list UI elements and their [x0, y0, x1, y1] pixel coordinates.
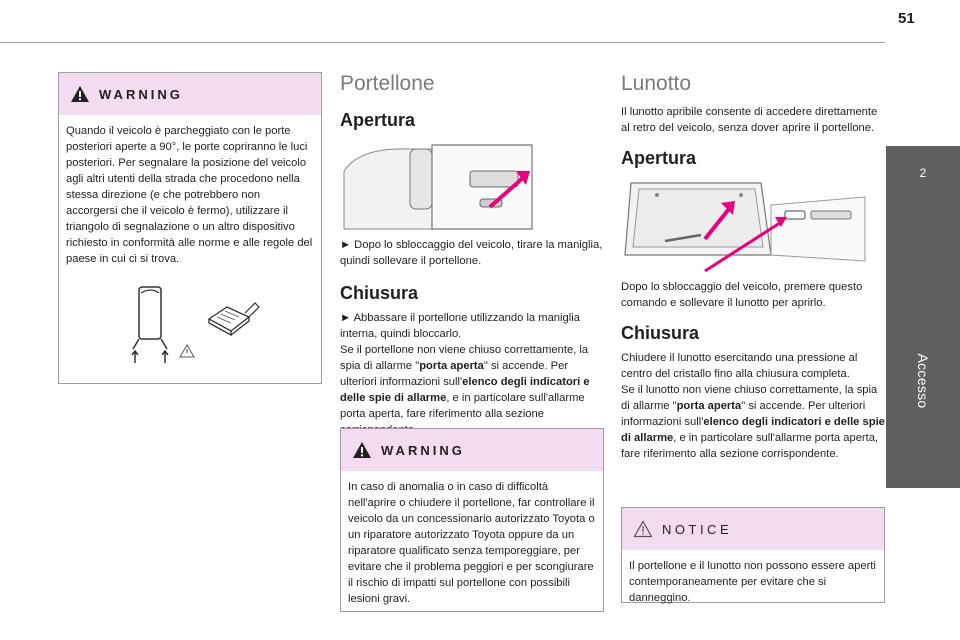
notice-header	[622, 508, 884, 550]
chapter-label: Accesso	[915, 353, 931, 409]
rear-window-column	[621, 72, 885, 462]
warning-header	[59, 73, 321, 115]
page-number: 51	[898, 10, 915, 27]
warning-title: WARNING	[381, 442, 465, 458]
rear-window-closing-step: Chiudere il lunotto esercitando una pressione al centro del cristallo fino alla chiusura completa.	[621, 352, 858, 380]
chapter-number: 2	[919, 166, 927, 180]
tailgate-opening-heading: Apertura	[340, 110, 416, 130]
tailgate-closing-heading: Chiusura	[340, 283, 419, 303]
owners-manual-icon	[207, 299, 267, 339]
tailgate-column	[340, 72, 604, 438]
warning-header	[341, 429, 603, 471]
notice-icon	[633, 520, 653, 538]
warning-title: WARNING	[99, 86, 183, 102]
warning-text: Quando il veicolo è parcheggiato con le porte posteriori aperte a 90°, le porte copriranno le luci posteriori. Per segnalare la posizione del veicolo agli altri utenti della strada che procedono nella stessa direzione (e che potrebbero non accorgersi che il veicolo è fermo), utilizzare il triangolo di segnalazione o un altro dispositivo richiesto in conformità alle norme e alle regole del paese in cui ci si trova.	[66, 125, 313, 265]
top-divider	[0, 42, 885, 43]
tailgate-closing-info: Se il portellone non viene chiuso correttamente, la spia di allarme "porta aperta" si accende. Per ulteriori informazioni sull'elenco degli indicatori e delle spie di allarme, e in particolare sull'allarme porta aperta, fare riferimento alla sezione	[340, 344, 590, 420]
manual-illustration	[207, 299, 267, 344]
notice-box	[621, 507, 885, 603]
rear-window-opening-text: Dopo lo sbloccaggio del veicolo, premere questo comando e sollevare il lunotto per aprirlo.	[621, 281, 863, 309]
rear-window-illustration	[621, 175, 867, 275]
tailgate-closing-step: ► Abbassare il portellone utilizzando la maniglia interna, quindi bloccarlo.	[340, 312, 580, 340]
tailgate-handle-illustration	[340, 141, 540, 231]
warning-text: In caso di anomalia o in caso di difficoltà nell'aprire o chiudere il portellone, far controllare il veicolo da un concessionario autorizzato Toyota o un riparatore autorizzato Toyota oppure da un riparatore qualificato senza temporeggiare, per evitare che il problema peggiori e per scongiurare il rischio di impatti sul portellone con possibili lesioni gravi.	[348, 481, 595, 605]
rear-window-intro: Il lunotto apribile consente di accedere direttamente al retro del veicolo, senza dover aprire il portellone.	[621, 106, 878, 134]
notice-text: Il portellone e il lunotto non possono essere aperti contemporaneamente per evitare che si danneggino.	[629, 560, 876, 604]
rear-window-opening-heading: Apertura	[621, 148, 697, 168]
warning-icon	[70, 85, 90, 103]
tailgate-heading: Portellone	[340, 72, 435, 95]
chapter-tab[interactable]	[886, 146, 960, 488]
rear-window-closing-heading: Chiusura	[621, 323, 700, 343]
rear-window-closing-info: Se il lunotto non viene chiuso correttamente, la spia di allarme "porta aperta" si accende. Per ulteriori informazioni sull'elenco degli indicatori e delle spie di allarme, e in particolare sull'allarme porta aperta, fare riferimento alla sezione corrispondente.	[621, 384, 885, 460]
notice-title: NOTICE	[662, 521, 733, 537]
rear-window-heading: Lunotto	[621, 72, 692, 95]
warning-box-tailgate	[340, 428, 604, 612]
tailgate-opening-text: ► Dopo lo sbloccaggio del veicolo, tirare la maniglia, quindi sollevare il portellone.	[340, 239, 603, 267]
warning-icon	[352, 441, 372, 459]
warning-box-parking	[58, 72, 322, 384]
